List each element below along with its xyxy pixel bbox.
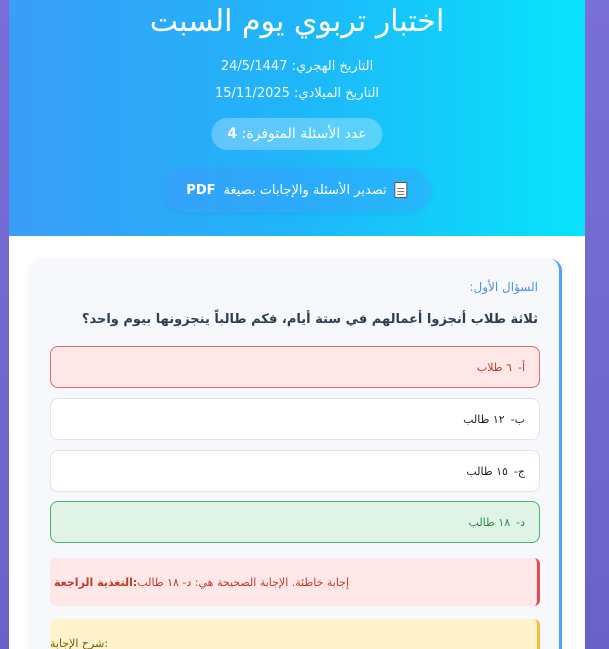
- export-format: PDF: [186, 182, 216, 198]
- page-title: اختبار تربوي يوم السبت: [149, 4, 445, 39]
- option-text: ٦ طلاب: [476, 360, 512, 374]
- option-letter: ب-: [510, 412, 525, 426]
- option-text: ١٢ طالب: [463, 412, 505, 426]
- question-text: ثلاثة طلاب أنجزوا أعمالهم في ستة أيام، فكم طالباً ينجزونها بيوم واحد؟: [81, 312, 538, 327]
- option-text: ١٥ طالب: [466, 464, 508, 478]
- option-c[interactable]: [50, 450, 540, 492]
- option-text: ١٨ طالب: [468, 515, 511, 529]
- question-count-label: عدد الأسئلة المتوفرة:: [241, 126, 367, 142]
- feedback-text: إجابة خاطئة. الإجابة الصحيحة هي: د- ١٨ طالب: [137, 575, 350, 589]
- export-label: تصدير الأسئلة والإجابات بصيغة: [223, 182, 387, 198]
- option-b[interactable]: [50, 398, 540, 440]
- feedback-box: [50, 558, 540, 606]
- option-letter: ج-: [513, 464, 525, 478]
- hijri-date: التاريخ الهجري: 24/5/1447: [220, 59, 374, 74]
- question-area: [9, 0, 585, 649]
- explanation-label: شرح الإجابة:: [50, 637, 109, 649]
- option-letter: أ-: [517, 360, 525, 374]
- option-d[interactable]: [50, 501, 540, 543]
- feedback-label: التغذية الراجعة:: [54, 575, 138, 589]
- option-letter: د-: [516, 515, 525, 529]
- question-count-value: 4: [227, 126, 238, 142]
- gregorian-date: التاريخ الميلادي: 15/11/2025: [214, 86, 380, 101]
- option-a[interactable]: [50, 346, 540, 388]
- explanation-box: [50, 619, 540, 649]
- question-number: السؤال الأول:: [469, 280, 538, 294]
